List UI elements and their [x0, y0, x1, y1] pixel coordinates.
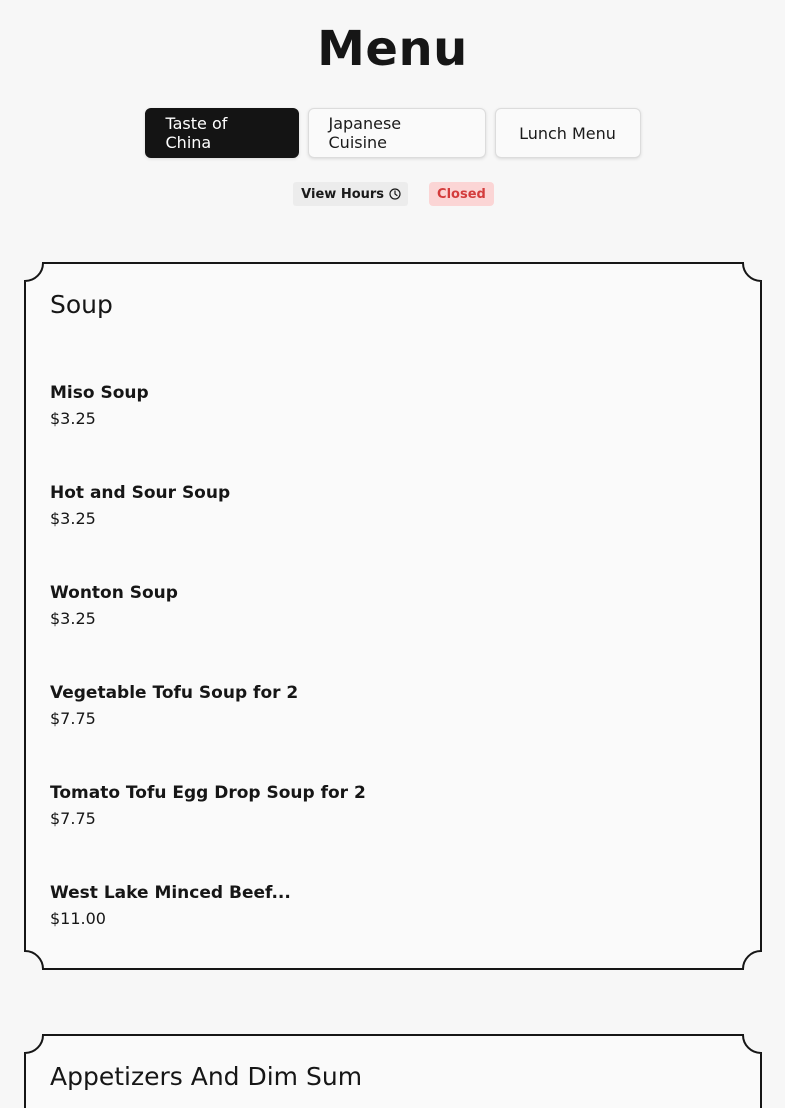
item-name: Vegetable Tofu Soup for 2 — [50, 683, 299, 703]
item-price: $3.25 — [50, 509, 96, 528]
section-title-appetizers: Appetizers And Dim Sum — [50, 1062, 363, 1091]
item-name: Hot and Sour Soup — [50, 483, 231, 503]
section-card-appetizers — [24, 1034, 762, 1108]
item-price: $7.75 — [50, 809, 96, 828]
item-price: $3.25 — [50, 409, 96, 428]
tab-taste-of-china[interactable]: Taste of China — [145, 108, 299, 158]
item-price: $11.00 — [50, 909, 106, 928]
page-title: Menu — [317, 21, 468, 77]
item-price: $7.75 — [50, 709, 96, 728]
status-badge: Closed — [429, 182, 494, 206]
item-name: Wonton Soup — [50, 583, 178, 603]
section-card-soup — [24, 262, 762, 970]
clock-icon — [389, 188, 401, 200]
item-name: West Lake Minced Beef... — [50, 883, 291, 903]
menu-item[interactable] — [50, 382, 650, 430]
tab-lunch-menu[interactable]: Lunch Menu — [495, 108, 641, 158]
menu-item[interactable] — [50, 582, 650, 630]
menu-item[interactable] — [50, 682, 650, 730]
section-title-soup: Soup — [50, 290, 113, 319]
item-name: Tomato Tofu Egg Drop Soup for 2 — [50, 783, 366, 803]
tab-japanese-cuisine[interactable]: Japanese Cuisine — [308, 108, 486, 158]
view-hours-button[interactable] — [293, 182, 408, 206]
item-name: Miso Soup — [50, 383, 149, 403]
menu-item[interactable] — [50, 882, 650, 930]
menu-tabs — [0, 108, 785, 158]
menu-item[interactable] — [50, 482, 650, 530]
item-price: $3.25 — [50, 609, 96, 628]
status-row — [2, 182, 785, 206]
menu-item[interactable] — [50, 782, 650, 830]
view-hours-label: View Hours — [301, 186, 385, 202]
